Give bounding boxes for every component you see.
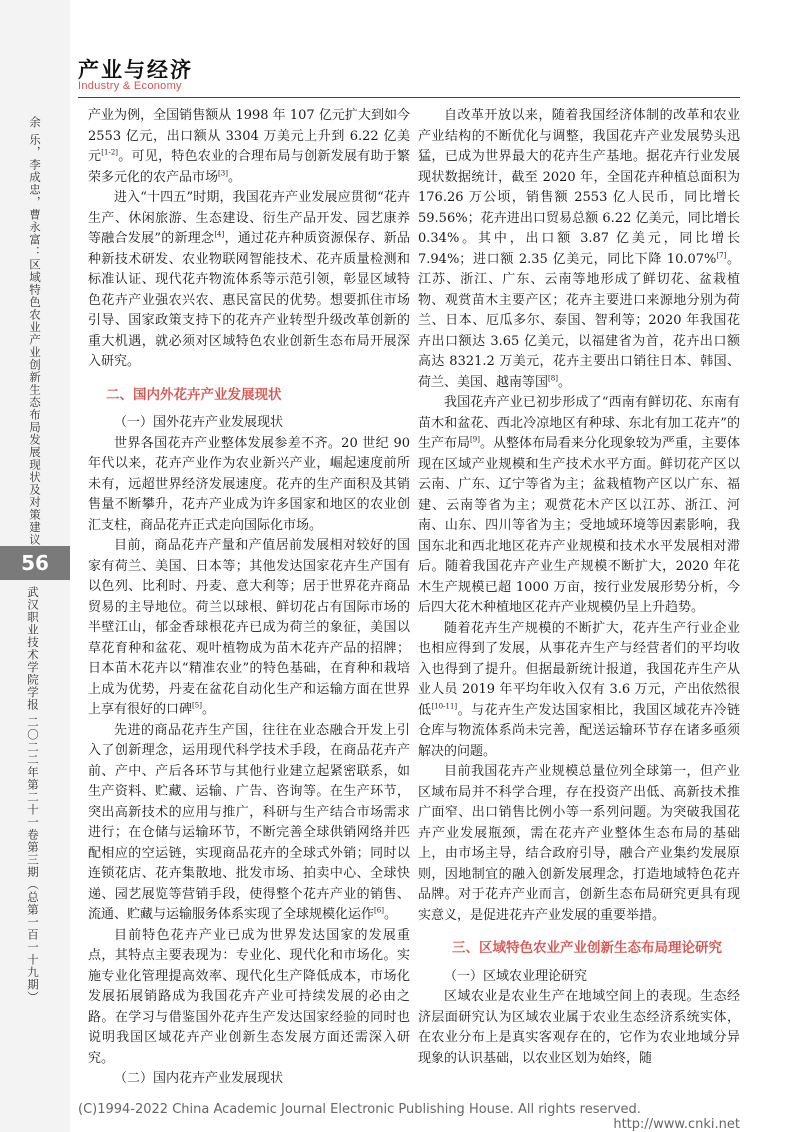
page-number: 56	[0, 546, 70, 580]
subsection-heading: （二）国内花卉产业发展现状	[114, 1071, 284, 1086]
right-column	[418, 106, 740, 1069]
citation: [10-11]	[431, 702, 458, 711]
copyright-text: (C)1994-2022 China Academic Journal Electronic Publishing House. All rights reserved.	[78, 1102, 641, 1117]
subsection-heading: （一）国外花卉产业发展现状	[114, 415, 284, 430]
running-head-authors: 余 乐，李成忠，曹永富：区域特色农业产业创新生态布局发展现状及对策建议	[28, 116, 42, 546]
citation: [8]	[548, 374, 558, 383]
citation: [1-2]	[101, 148, 119, 157]
section-subtitle: Industry & Economy	[78, 80, 182, 92]
left-column	[88, 106, 410, 1090]
paragraph: 区域农业是农业生产在地域空间上的表现。生态经济层面研究认为区域农业属于农业生态经济系统实体，在农业分布上是真实客观存在的，它作为农业地域分异现象的认识基础，以农业区划为始终，随	[418, 989, 740, 1066]
paragraph: 自改革开放以来，随着我国经济体制的改革和农业产业结构的不断优化与调整，我国花卉产业发展势头迅猛，已成为世界最大的花卉生产基地。据花卉行业发展现状数据统计，截至 2020 年，全国花卉种植总面积为 176.26 万公顷，销售额 2553 亿人民币，同比增长 59.56%；花卉进出口贸易总额 6.22 亿美元，同比增长 0.34%。其中，出口额 3.87 亿美元，同比增长 7.94%；进口额 2.35 亿美元，同比下降 10.07%[7]。江苏、浙江、广东、云南等地形成了鲜切花、盆栽植物、观赏苗木主要产区；花卉主要进口来源地分别为荷兰、日本、厄瓜多尔、泰国、智利等；2020 年我国花卉出口额达 3.65 亿美元，以福建省为首，花卉出口额高达 8321.2 万美元，花卉主要出口销往日本、韩国、荷兰、美国、越南等国[8]。	[418, 108, 740, 390]
paragraph: 产业为例，全国销售额从 1998 年 107 亿元扩大到如今 2553 亿元，出口额从 3304 万美元上升到 6.22 亿美元[1-2]。可见，特色农业的合理布局与创新发展有助于繁荣多元化的农产品市场[3]。	[88, 108, 410, 185]
citation: [9]	[470, 435, 480, 444]
citation: [4]	[214, 230, 225, 239]
paragraph: 先进的商品花卉生产国，往往在业态融合开发上引入了创新理念，运用现代科学技术手段，在商品花卉产前、产中、产后各环节与其他行业建立起紧密联系，如生产资料、贮藏、运输、广告、咨询等。在生产环节，突出高新技术的应用与推广，科研与生产结合市场需求进行；在仓储与运输环节，不断完善全球供销网络并匹配相应的空运链，实现商品花卉的全球式外销；同时以连锁花店、花卉集散地、批发市场、拍卖中心、全球快递、园艺展览等营销手段，使得整个花卉产业的销售、流通、贮藏与运输服务体系实现了全球规模化运作[6]。	[88, 722, 410, 922]
section-heading: 三、区域特色农业产业创新生态布局理论研究	[452, 940, 722, 956]
citation: [5]	[192, 701, 202, 710]
citation: [3]	[218, 169, 228, 178]
paragraph: 世界各国花卉产业整体发展参差不齐。20 世纪 90 年代以来，花卉产业作为农业新兴产业，崛起速度前所未有，远超世界经济发展速度。花卉的生产面积及其销售量不断攀升，花卉产业成为许多国家和地区的农业创汇支柱，商品花卉正式走向国际化市场。	[88, 435, 410, 533]
paragraph: 随着花卉生产规模的不断扩大，花卉生产行业企业也相应得到了发展，从事花卉生产与经营者们的平均收入也得到了提升。但据最新统计报道，我国花卉生产从业人员 2019 年平均年收入仅有 3.6 万元，产出依然很低[10-11]。与花卉生产发达国家相比，我国区域花卉冷链仓库与物流体系尚未完善，配送运输环节存在诸多亟须解决的问题。	[418, 620, 740, 759]
header-divider	[78, 97, 740, 98]
paragraph: 目前，商品花卉产量和产值居前发展相对较好的国家有荷兰、美国、日本等；其他发达国家花卉生产国有以色列、比利时、丹麦、意大利等；居于世界花卉商品贸易的主导地位。荷兰以球根、鲜切花占有国际市场的半壁江山，郁金香球根花卉已成为荷兰的象征，美国以草花育种和盆花、观叶植物成为苗木花卉产品的招牌；日本苗木花卉以“精准农业”的特色基础，在育种和栽培上成为优势，丹麦在盆花自动化生产和运输方面在世界上享有很好的口碑[5]。	[88, 538, 410, 717]
section-title: 产业与经济	[78, 58, 193, 82]
citation: [6]	[374, 906, 384, 915]
subsection-heading: （一）区域农业理论研究	[444, 968, 588, 984]
section-heading: 二、国内外花卉产业发展现状	[106, 386, 282, 403]
copyright-footer	[78, 1102, 740, 1132]
paragraph: 目前特色花卉产业已成为世界发达国家的发展重点，其特点主要表现为：专业化、现代化和市场化。实施专业化管理提高效率、现代化生产降低成本，市场化发展拓展销路成为我国花卉产业可持续发展的必由之路。在学习与借鉴国外花卉生产发达国家经验的同时也说明我国区域花卉产业创新生态发展方面还需深入研究。	[88, 927, 410, 1066]
paragraph: 进入“十四五”时期，我国花卉产业发展应贯彻“花卉生产、休闲旅游、生态建设、衍生产品开发、园艺康养等融合发展”的新理念[4]，通过花卉种质资源保存、新品种新技术研发、农业物联网智能技术、花卉质量检测和标准认证、现代花卉物流体系等示范引领，彰显区域特色花卉产业强农兴农、惠民富民的优势。想要抓住市场引导、国家政策支持下的花卉产业转型升级改革创新的重大机遇，就必须对区域特色农业创新生态布局开展深入研究。	[88, 190, 410, 369]
paragraph: 目前我国花卉产业规模总量位列全球第一，但产业区域布局并不科学合理，存在投资产出低、高新技术推广面窄、出口销售比例小等一系列问题。为突破我国花卉产业发展瓶颈，需在花卉产业整体生态布局的基础上，由市场主导，结合政府引导，融合产业集约发展原则，因地制宜的融入创新发展理念，打造地域特色花卉品牌。对于花卉产业而言，创新生态布局研究更具有现实意义，是促进花卉产业发展的重要举措。	[418, 764, 740, 923]
citation: [7]	[716, 251, 727, 260]
paragraph: 我国花卉产业已初步形成了“西南有鲜切花、东南有苗木和盆花、西北冷凉地区有种球、东北有加工花卉”的生产布局[9]。从整体布局看来分化现象较为严重，主要体现在区域产业规模和生产技术水平方面。鲜切花产区以云南、广东、辽宁等省为主；盆栽植物产区以广东、福建、云南等省为主；观赏花木产区以江苏、浙江、河南、山东、四川等省为主；受地域环境等因素影响，我国东北和西北地区花卉产业规模和技术水平发展相对滞后。随着我国花卉产业生产规模不断扩大，2020 年花木生产规模已超 1000 万亩，按行业发展形势分析，今后四大花木种植地区花卉产业规模仍呈上升趋势。	[418, 395, 740, 615]
running-head-journal: 武汉职业技术学院学报 二〇二二年第二十一卷第三期（总第一百一十九期）	[26, 586, 40, 1004]
footer-url[interactable]: http://www.cnki.net	[613, 1117, 740, 1132]
